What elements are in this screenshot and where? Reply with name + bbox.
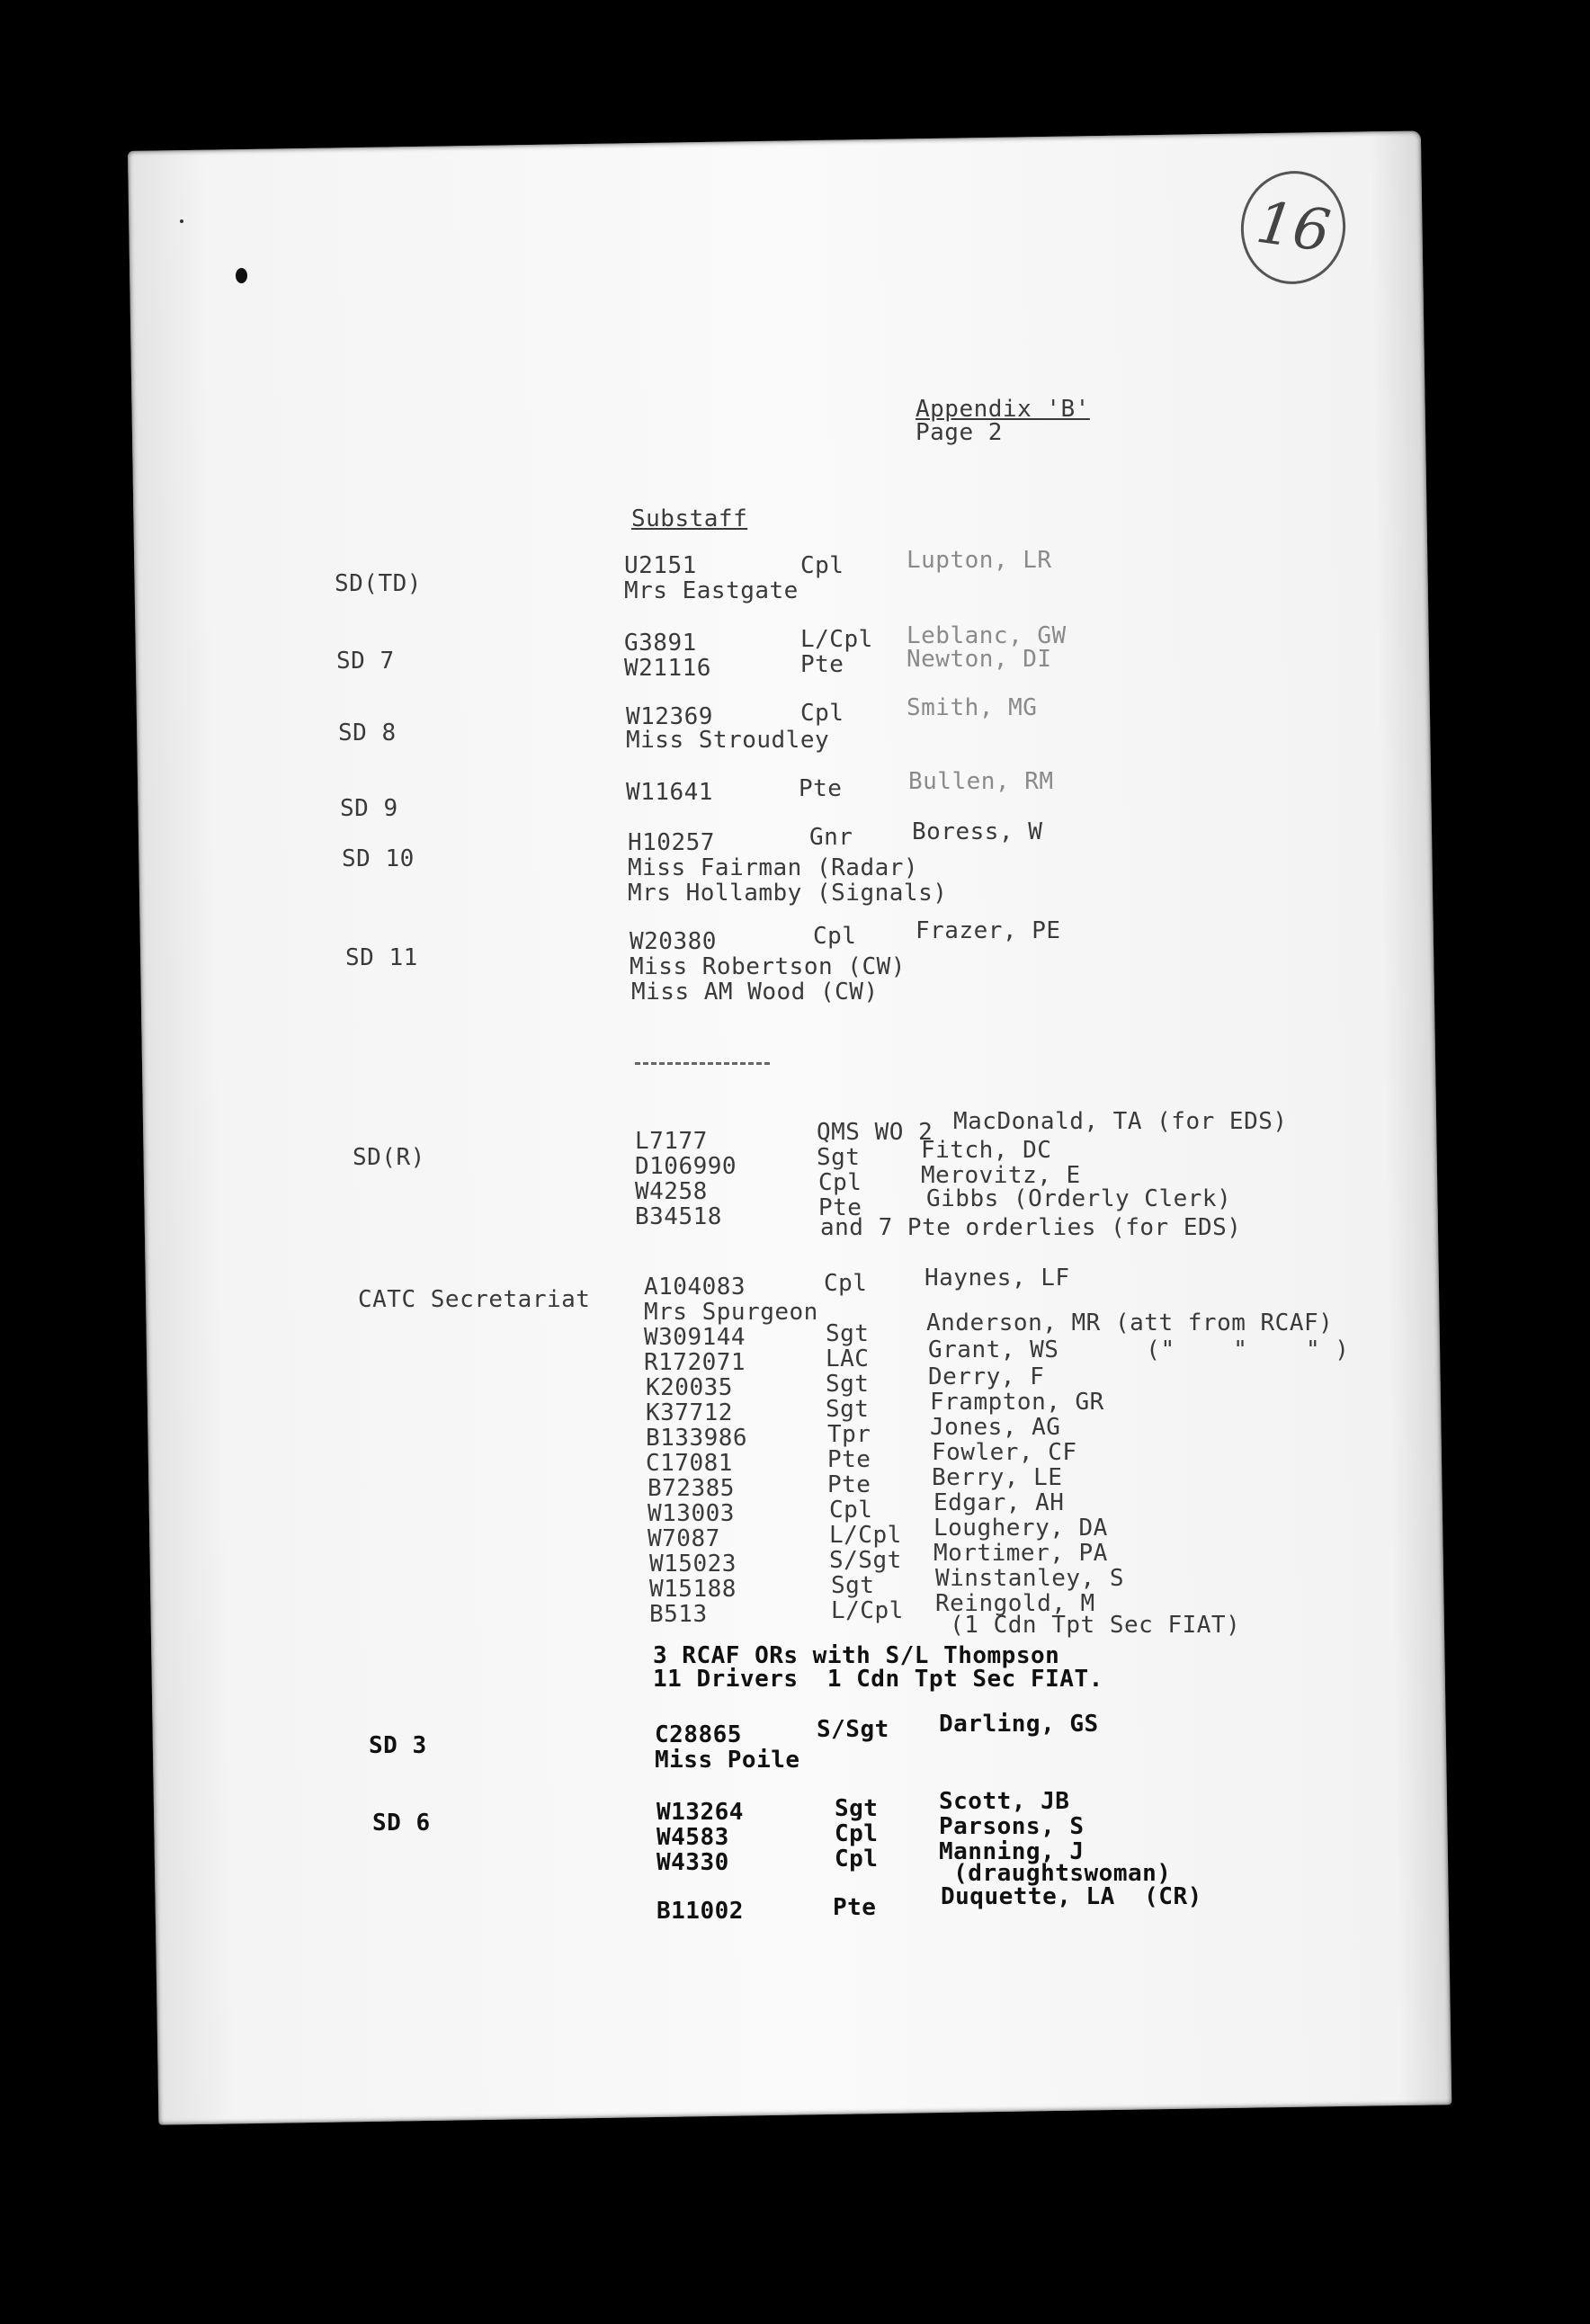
civilian-name: Miss Robertson (CW) [630, 953, 906, 980]
service-number: L7177 [635, 1128, 708, 1155]
service-number: W13003 [648, 1500, 735, 1527]
person-name: Derry, F [928, 1363, 1045, 1390]
person-name: Bullen, RM [908, 768, 1054, 795]
substaff-heading: Substaff [631, 505, 748, 532]
service-number: W21116 [624, 655, 711, 682]
service-number: R172071 [644, 1349, 746, 1376]
person-name: Anderson, MR (att from RCAF) [926, 1309, 1334, 1336]
person-name: Fowler, CF [932, 1439, 1077, 1466]
rank: L/Cpl [800, 626, 873, 653]
person-name: Lupton, LR [907, 547, 1052, 574]
rcaf-note: 3 RCAF ORs with S/L Thompson [653, 1642, 1060, 1669]
service-number: W309144 [644, 1324, 746, 1351]
section-label: CATC Secretariat [358, 1286, 591, 1313]
service-number: W15023 [649, 1551, 737, 1578]
rank: Sgt [831, 1572, 875, 1599]
service-number: B11002 [657, 1898, 744, 1925]
drivers-note: 11 Drivers 1 Cdn Tpt Sec FIAT. [653, 1666, 1103, 1693]
service-number: K37712 [646, 1399, 733, 1426]
civilian-name: Mrs Eastgate [624, 577, 799, 604]
person-name: Boress, W [912, 818, 1043, 845]
rank: Cpl [835, 1820, 879, 1847]
person-name: Loughery, DA [933, 1515, 1108, 1542]
service-number: C28865 [655, 1721, 742, 1748]
punch-hole-mark [236, 268, 247, 283]
service-number: W12369 [626, 703, 713, 730]
civilian-name: Mrs Hollamby (Signals) [628, 880, 948, 907]
person-name: Leblanc, GW [907, 622, 1067, 649]
circled-page-number: 16 [1234, 165, 1353, 291]
rank: Cpl [829, 1497, 873, 1524]
service-number: B34518 [635, 1203, 722, 1230]
rank: Pte [827, 1446, 871, 1473]
section-label: SD 9 [340, 795, 398, 822]
rank: QMS WO 2 [817, 1119, 933, 1146]
rank: Sgt [826, 1396, 870, 1423]
rank: L/Cpl [831, 1597, 904, 1624]
unit-note: (1 Cdn Tpt Sec FIAT) [935, 1612, 1241, 1639]
rank: S/Sgt [829, 1547, 902, 1574]
service-number: H10257 [628, 829, 715, 856]
service-number: W20380 [630, 928, 717, 955]
rank: Pte [818, 1194, 862, 1221]
service-number: B513 [649, 1601, 708, 1628]
service-number: W4583 [657, 1824, 729, 1851]
civilian-name: Mrs Spurgeon [644, 1299, 818, 1326]
person-name: Parsons, S [939, 1813, 1085, 1840]
person-name: Darling, GS [939, 1711, 1099, 1738]
rank: LAC [826, 1345, 870, 1372]
person-name: Duquette, LA (CR) [941, 1883, 1202, 1910]
person-name: Winstanley, S [935, 1565, 1124, 1592]
section-divider [635, 1062, 770, 1065]
rank: Sgt [826, 1320, 870, 1347]
service-number: A104083 [644, 1274, 746, 1301]
person-name: Gibbs (Orderly Clerk) [926, 1185, 1232, 1212]
person-name: MacDonald, TA (for EDS) [953, 1108, 1288, 1135]
section-label: SD(TD) [335, 570, 422, 597]
section-label: SD 6 [372, 1810, 431, 1837]
person-name: Edgar, AH [933, 1489, 1065, 1516]
rank: L/Cpl [829, 1522, 902, 1549]
section-label: SD 11 [345, 944, 418, 971]
person-name: Scott, JB [939, 1788, 1070, 1815]
person-name: Fitch, DC [921, 1137, 1052, 1164]
rank: Sgt [826, 1371, 870, 1398]
person-name: Grant, WS (" " " ) [928, 1336, 1350, 1363]
section-label: SD 3 [369, 1732, 427, 1759]
service-number: D106990 [635, 1153, 737, 1180]
section-label: SD(R) [353, 1144, 425, 1171]
civilian-name: Miss Fairman (Radar) [628, 854, 919, 881]
rank: Sgt [817, 1144, 861, 1171]
service-number: G3891 [624, 630, 697, 657]
rank: S/Sgt [817, 1716, 889, 1743]
person-name: Reingold, M [935, 1590, 1095, 1617]
person-name: Manning, J [939, 1838, 1085, 1865]
rank: Cpl [835, 1846, 879, 1873]
service-number: W4258 [635, 1178, 708, 1205]
civilian-name: Miss Stroudley [626, 727, 830, 754]
service-number: W15188 [649, 1576, 737, 1603]
person-name: Frazer, PE [916, 917, 1061, 944]
service-number: B133986 [646, 1425, 748, 1452]
rank: Pte [833, 1894, 877, 1921]
person-name: Merovitz, E [921, 1162, 1081, 1189]
civilian-name: Miss Poile [655, 1747, 800, 1774]
service-number: W7087 [648, 1525, 720, 1552]
appendix-label: Appendix 'B' [916, 396, 1090, 423]
page-label: Page 2 [916, 419, 1003, 446]
role-note: (draughtswoman) [939, 1860, 1172, 1887]
person-name: Berry, LE [932, 1464, 1063, 1491]
section-label: SD 7 [336, 648, 395, 675]
rank: Cpl [824, 1270, 868, 1297]
service-number: B72385 [648, 1475, 735, 1502]
civilian-name: Miss AM Wood (CW) [631, 979, 879, 1006]
service-number: W4330 [657, 1849, 729, 1876]
rank: Cpl [800, 700, 844, 727]
person-name: Mortimer, PA [933, 1540, 1108, 1567]
rank: Pte [827, 1471, 871, 1498]
person-name: Frampton, GR [930, 1389, 1104, 1416]
rank: Tpr [827, 1421, 871, 1448]
rank: Cpl [813, 923, 857, 950]
rank: Pte [800, 651, 844, 678]
section-label: SD 10 [342, 845, 415, 872]
person-name: Haynes, LF [925, 1265, 1070, 1292]
rank: Pte [799, 775, 843, 802]
person-name: Jones, AG [930, 1414, 1061, 1441]
service-number: C17081 [646, 1450, 733, 1477]
person-name: Newton, DI [907, 646, 1052, 673]
orderlies-note: and 7 Pte orderlies (for EDS) [820, 1214, 1242, 1241]
rank: Gnr [809, 824, 853, 851]
service-number: W13264 [657, 1799, 744, 1826]
service-number: U2151 [624, 552, 697, 579]
rank: Cpl [818, 1169, 862, 1196]
rank: Cpl [800, 552, 844, 579]
service-number: W11641 [626, 779, 713, 806]
person-name: Smith, MG [907, 694, 1038, 721]
service-number: K20035 [646, 1374, 733, 1401]
paper-speck [180, 219, 183, 223]
section-label: SD 8 [338, 720, 397, 746]
rank: Sgt [835, 1795, 879, 1822]
